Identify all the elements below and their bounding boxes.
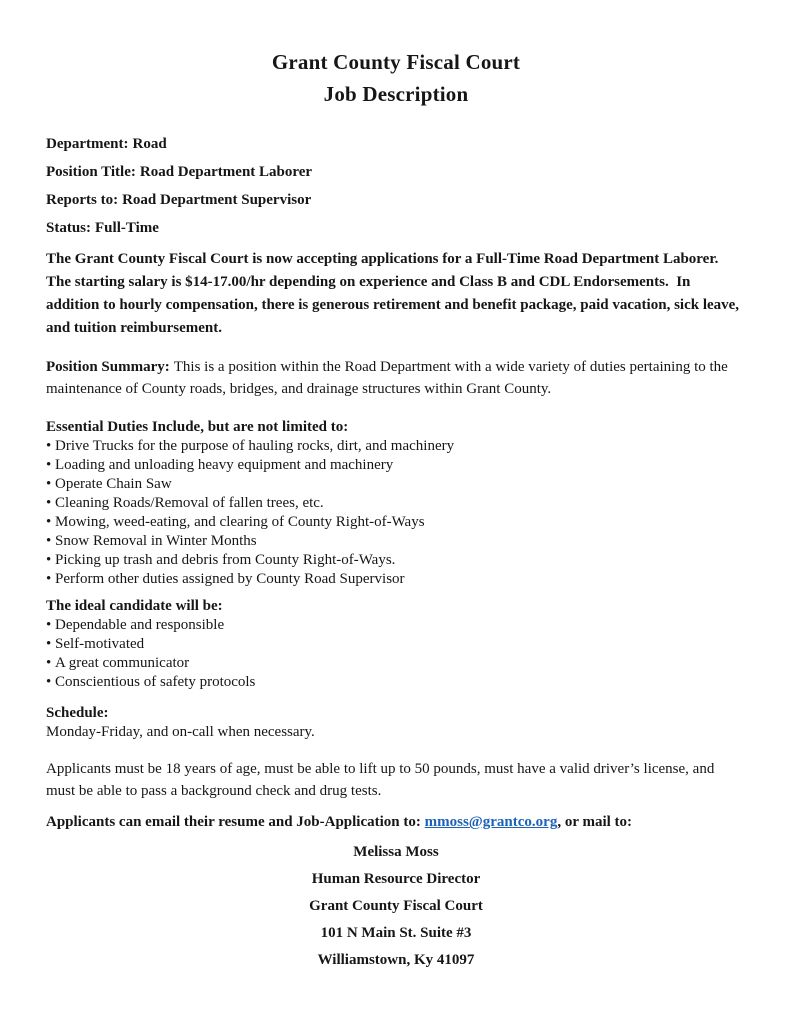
position-title-label: Position Title: xyxy=(46,164,136,180)
list-item: • Drive Trucks for the purpose of hauling rocks, dirt, and machinery xyxy=(46,437,746,456)
contact-city-state-zip: Williamstown, Ky 41097 xyxy=(317,952,475,968)
list-item: • Dependable and responsible xyxy=(46,616,746,635)
position-summary-text: This is a position within the Road Department with a wide variety of duties pertaining to the maintenance of County roads, bridges, and drainage structures within Grant County. xyxy=(46,359,728,397)
position-summary xyxy=(46,356,746,400)
position-summary-label: Position Summary: xyxy=(46,359,170,375)
list-item: • Self-motivated xyxy=(46,635,746,654)
status-value: Full-Time xyxy=(95,220,159,236)
application-instructions xyxy=(46,813,746,832)
schedule-text: Monday-Friday, and on-call when necessary. xyxy=(46,724,315,740)
ideal-candidate-heading: The ideal candidate will be: xyxy=(46,598,223,614)
list-item: • Conscientious of safety protocols xyxy=(46,673,746,692)
intro-paragraph: The Grant County Fiscal Court is now accepting applications for a Full-Time Road Department Laborer. The starting salary is $14-17.00/hr depending on experience and Class B and CDL Endorsements. In addition to hourly compensation, there is generous retirement and benefit package, paid vacation, sick leave, and tuition reimbursement. xyxy=(46,251,743,336)
list-item: • A great communicator xyxy=(46,654,746,673)
list-item: • Loading and unloading heavy equipment and machinery xyxy=(46,456,746,475)
contact-organization: Grant County Fiscal Court xyxy=(309,898,483,914)
list-item: • Cleaning Roads/Removal of fallen trees, etc. xyxy=(46,494,746,513)
position-title-value: Road Department Laborer xyxy=(139,164,313,180)
page-title-line2: Job Description xyxy=(323,82,469,106)
status-label: Status: xyxy=(46,220,92,236)
essential-duties-list xyxy=(46,437,746,589)
ideal-candidate-list xyxy=(46,616,746,692)
requirements-paragraph: Applicants must be 18 years of age, must be able to lift up to 50 pounds, must have a valid driver’s license, and must be able to pass a background check and drug tests. xyxy=(46,761,715,799)
essential-duties-heading: Essential Duties Include, but are not limited to: xyxy=(46,419,349,435)
application-prefix: Applicants can email their resume and Job-Application to: xyxy=(46,814,425,830)
list-item: • Perform other duties assigned by County Road Supervisor xyxy=(46,570,746,589)
department-label: Department: xyxy=(46,136,129,152)
email-link[interactable]: mmoss@grantco.org xyxy=(424,814,558,830)
contact-street-address: 101 N Main St. Suite #3 xyxy=(320,925,472,941)
department-value: Road xyxy=(132,136,167,152)
meta-reports-to xyxy=(46,192,746,208)
meta-department xyxy=(46,136,746,152)
contact-block xyxy=(46,843,746,970)
contact-title: Human Resource Director xyxy=(311,871,481,887)
list-item: • Snow Removal in Winter Months xyxy=(46,532,746,551)
meta-position-title xyxy=(46,164,746,180)
page-title-line1: Grant County Fiscal Court xyxy=(271,50,521,74)
meta-status xyxy=(46,220,746,236)
application-suffix: , or mail to: xyxy=(557,814,633,830)
list-item: • Operate Chain Saw xyxy=(46,475,746,494)
list-item: • Picking up trash and debris from County Right-of-Ways. xyxy=(46,551,746,570)
schedule-heading: Schedule: xyxy=(46,705,109,721)
reports-to-label: Reports to: xyxy=(46,192,119,208)
contact-name: Melissa Moss xyxy=(353,844,439,860)
page-title xyxy=(46,46,746,110)
reports-to-value: Road Department Supervisor xyxy=(122,192,312,208)
list-item: • Mowing, weed-eating, and clearing of County Right-of-Ways xyxy=(46,513,746,532)
